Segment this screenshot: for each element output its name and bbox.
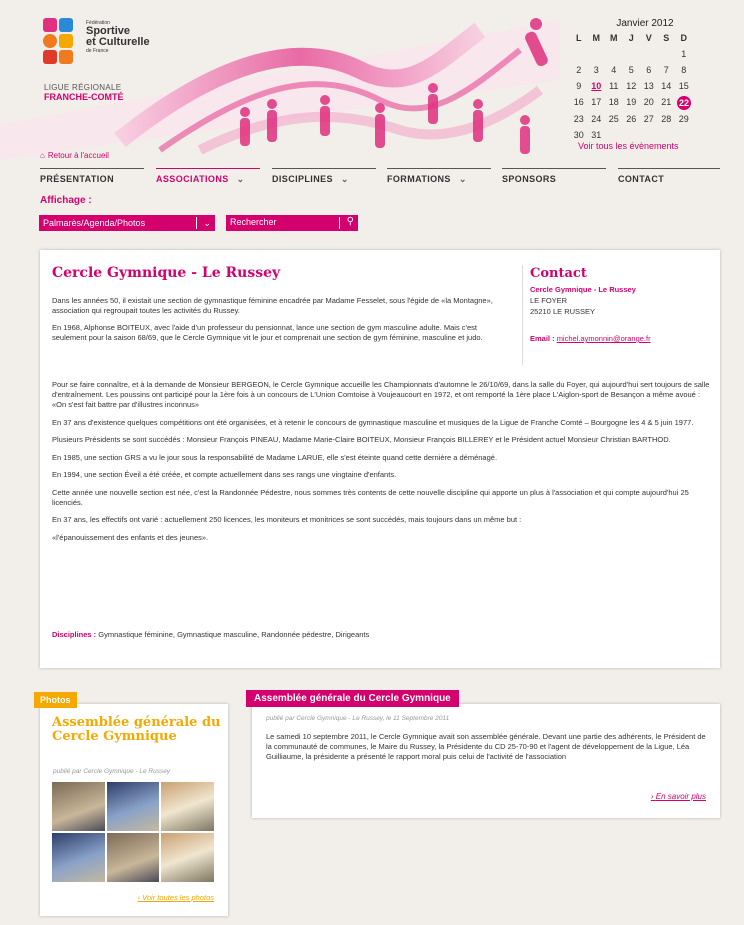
article-paragraph: En 1968, Alphonse BOITEUX, avec l'aide d'un professeur du pensionnat, lance une section de gym masculine adulte. Mais c'est seulement pour la saison 68/69, que le Cercle Gymnique vit le jour et comprenait une section de gym féminine, masculine et judo. <box>52 323 483 342</box>
all-events-link[interactable]: Voir tous les évènements <box>578 141 679 151</box>
home-icon: ⌂ <box>40 151 45 160</box>
calendar-day[interactable]: 27 <box>643 114 654 124</box>
display-label: Affichage : <box>40 195 92 206</box>
contact-email-row <box>530 333 715 344</box>
logo-text-line2: Sportive <box>86 25 131 37</box>
calendar-day[interactable]: 21 <box>661 97 672 107</box>
nav-label: ASSOCIATIONS <box>156 174 229 184</box>
nav-contact[interactable] <box>618 168 720 186</box>
calendar-empty <box>640 48 658 61</box>
nav-label: CONTACT <box>618 174 665 184</box>
article-paragraph: Plusieurs Présidents se sont succédés : Monsieur François PINEAU, Madame Marie-Claire BOITEUX, Monsieur François BILLEREY et le Président actuel Monsieur Christian BARTHOD. <box>52 435 671 444</box>
calendar-day[interactable]: 14 <box>661 81 672 91</box>
read-more-link[interactable] <box>651 792 706 801</box>
calendar-day[interactable]: 9 <box>576 81 582 91</box>
photos-album-title[interactable]: Assemblée générale du Cercle Gymnique <box>52 715 221 744</box>
logo-text-line4: de France <box>86 48 109 54</box>
calendar-day[interactable]: 18 <box>608 97 619 107</box>
display-select-value: Palmarès/Agenda/Photos <box>43 218 146 228</box>
photo-thumbnail[interactable] <box>107 782 160 831</box>
calendar-weekday: D <box>680 33 687 43</box>
calendar-day[interactable]: 31 <box>591 130 602 140</box>
nav-sponsors[interactable] <box>502 168 606 186</box>
logo-shape-yellow <box>59 34 73 48</box>
home-link[interactable] <box>40 151 109 160</box>
assembly-news-card <box>252 693 720 818</box>
article-paragraph: «l'épanouissement des enfants et des jeunes». <box>52 532 209 542</box>
calendar-day[interactable]: 17 <box>591 97 602 107</box>
chevron-down-icon: ⌄ <box>340 173 349 184</box>
article-paragraph: En 1994, une section Éveil a été créée, et compte actuellement dans ses rangs une vingtaine d'enfants. <box>52 470 397 479</box>
calendar-day[interactable]: 3 <box>593 65 599 75</box>
photos-author: publié par Cercle Gymnique - Le Russey <box>53 768 171 775</box>
search-placeholder: Rechercher <box>230 217 277 227</box>
calendar-day[interactable]: 13 <box>643 81 654 91</box>
contact-box <box>530 266 715 344</box>
all-photos-label: Voir toutes les photos <box>142 893 214 902</box>
calendar-day[interactable]: 30 <box>573 130 584 140</box>
article-paragraph: En 1985, une section GRS a vu le jour sous la responsabilité de Madame LARUE, elle s'est éteinte quand cette dernière a déménagé. <box>52 452 498 462</box>
calendar-weekday: M <box>610 33 618 43</box>
nav-associations[interactable] <box>156 168 260 186</box>
contact-email-link[interactable]: michel.aymonnin@orange.fr <box>556 334 651 343</box>
calendar-day[interactable]: 25 <box>608 114 619 124</box>
article-paragraph: Cette année une nouvelle section est née, c'est la Randonnée Pédestre, nous sommes très contents de cette nouvelle discipline qui apporte un plus à l'association et qui compte aujourd'hui 25 licenciés. <box>52 487 689 507</box>
logo-shape-orange <box>43 34 57 48</box>
chevron-right-icon: › <box>137 893 141 902</box>
calendar-day[interactable]: 6 <box>646 65 652 75</box>
contact-address1: LE FOYER <box>530 296 568 305</box>
main-nav <box>40 168 720 188</box>
logo-text-line3: et Culturelle <box>86 36 150 48</box>
assembly-author: publié par Cercle Gymnique - Le Russey, le 11 Septembre 2011 <box>266 715 450 722</box>
logo-shape-red <box>43 50 57 64</box>
photo-thumbnail[interactable] <box>52 833 105 882</box>
nav-label: PRÉSENTATION <box>40 174 114 184</box>
page-title: Cercle Gymnique - Le Russey <box>52 265 281 281</box>
contact-title: Contact <box>530 266 587 281</box>
calendar-day[interactable]: 15 <box>678 81 689 91</box>
calendar-day[interactable]: 16 <box>573 97 584 107</box>
nav-presentation[interactable] <box>40 168 144 186</box>
contact-divider <box>522 265 523 365</box>
ligue-label: LIGUE RÉGIONALE <box>44 83 122 92</box>
calendar-day[interactable]: 11 <box>609 81 619 91</box>
calendar-grid <box>570 32 700 142</box>
assembly-body: Le samedi 10 septembre 2011, le Cercle Gymnique avait son assemblée générale. Devant une partie des adhérents, le Président de la communauté de communes, le Maire du Russey, la Présidente du CD 25-70-90 et l'agent de développement de la Ligue, Léa Guilliaume, la présidente a présenté le rapport moral puis celui de l'activité de l'association <box>266 732 706 761</box>
disciplines-label: Disciplines : <box>52 630 97 639</box>
logo-shape-pink <box>43 18 57 32</box>
calendar-day[interactable]: 5 <box>628 65 634 75</box>
home-link-label: Retour à l'accueil <box>47 151 109 160</box>
all-photos-link[interactable] <box>138 893 214 902</box>
search-icon[interactable]: ⚲ <box>346 216 354 227</box>
article-paragraph: En 37 ans d'existence quelques compétitions ont été organisées, et à retenir le concours de gymnastique masculine et musiques de la Ligue de Franche Comté – Bourgogne les 4 & 5 juin 1977. <box>52 417 694 427</box>
search-input[interactable] <box>226 215 358 231</box>
photos-card <box>40 695 228 916</box>
photos-tab: Photos <box>34 692 77 708</box>
calendar-title: Janvier 2012 <box>616 18 674 29</box>
article-intro <box>52 296 512 350</box>
calendar-day[interactable]: 26 <box>626 114 637 124</box>
nav-label: SPONSORS <box>502 174 557 184</box>
assembly-tab[interactable]: Assemblée générale du Cercle Gymnique <box>246 690 459 707</box>
event-calendar <box>570 18 700 142</box>
contact-address2: 25210 LE RUSSEY <box>530 307 596 316</box>
photo-thumbnail[interactable] <box>161 782 214 831</box>
article-paragraph: Dans les années 50, il existait une section de gymnastique féminine encadrée par Madame Fesselet, sous l'égide de «la Montagne», association qui regroupait toutes les activités du Russey. <box>52 296 493 315</box>
nav-label: DISCIPLINES <box>272 174 333 184</box>
article-paragraph: Pour se faire connaître, et à la demande de Monsieur BERGEON, le Cercle Gymnique accueille les Championnats d'automne le 26/10/69, dans la salle du Foyer, qui aujourd'hui sert toujours de salle d'entraînement. Les poussins ont participé pour la 1ère fois à un concours de L'Union Comtoise à Voujeaucourt en 1972, et ont remporté la 1ère place L'Aiglon-sport de Besançon a même avoué : «On s'est fait battre par d'illustres inconnus» <box>52 380 710 409</box>
calendar-day[interactable]: 23 <box>573 114 584 124</box>
calendar-day[interactable]: 29 <box>678 114 689 124</box>
calendar-weekday: V <box>645 33 652 43</box>
calendar-day[interactable]: 28 <box>661 114 672 124</box>
search-divider <box>339 217 340 229</box>
select-divider <box>196 217 197 229</box>
calendar-day[interactable]: 7 <box>663 65 669 75</box>
calendar-day[interactable]: 2 <box>576 65 582 75</box>
calendar-day[interactable]: 20 <box>643 97 654 107</box>
article-paragraph: En 37 ans, les effectifs ont varié : actuellement 250 licences, les moniteurs et monitrices se sont succédés, mais toujours dans un même but : <box>52 515 522 524</box>
disciplines-list: Gymnastique féminine, Gymnastique masculine, Randonnée pédestre, Dirigeants <box>98 630 370 639</box>
calendar-day[interactable]: 22 <box>678 98 689 108</box>
calendar-weekday: L <box>576 33 582 43</box>
calendar-day[interactable]: 10 <box>591 81 602 91</box>
calendar-empty <box>623 48 641 61</box>
nav-formations[interactable] <box>387 168 491 186</box>
association-card <box>40 250 720 668</box>
calendar-day[interactable]: 1 <box>681 49 687 59</box>
article-body <box>52 380 714 550</box>
calendar-day[interactable]: 4 <box>611 65 617 75</box>
calendar-day[interactable]: 24 <box>591 114 602 124</box>
chevron-right-icon: › <box>650 792 654 801</box>
logo-text-line1: Fédération <box>86 20 110 26</box>
logo-text <box>86 20 166 54</box>
calendar-day[interactable]: 19 <box>626 97 637 107</box>
calendar-weekday: J <box>628 33 634 43</box>
chevron-down-icon: ⌄ <box>203 217 211 228</box>
calendar-weekday: M <box>592 33 600 43</box>
calendar-day[interactable]: 12 <box>626 81 637 91</box>
read-more-label: En savoir plus <box>655 792 706 801</box>
photo-thumbnail[interactable] <box>52 782 105 831</box>
photo-thumbnail[interactable] <box>107 833 160 882</box>
chevron-down-icon: ⌄ <box>458 173 467 184</box>
contact-org: Cercle Gymnique - Le Russey <box>530 285 636 294</box>
ligue-region: FRANCHE-COMTÉ <box>44 92 124 102</box>
logo-shape-orange2 <box>59 50 73 64</box>
nav-disciplines[interactable] <box>272 168 376 186</box>
calendar-empty <box>605 48 623 61</box>
site-header <box>0 0 744 165</box>
calendar-empty <box>570 48 588 61</box>
calendar-empty <box>588 48 606 61</box>
calendar-weekday: S <box>663 33 670 43</box>
photo-grid <box>52 782 214 882</box>
disciplines-line <box>52 630 369 639</box>
photo-thumbnail[interactable] <box>161 833 214 882</box>
chevron-down-icon: ⌄ <box>236 173 245 184</box>
calendar-day[interactable]: 8 <box>681 65 687 75</box>
logo-shape-blue <box>59 18 73 32</box>
calendar-empty <box>658 48 676 61</box>
nav-label: FORMATIONS <box>387 174 451 184</box>
contact-email-label: Email : <box>530 334 555 343</box>
display-select[interactable] <box>39 215 215 231</box>
